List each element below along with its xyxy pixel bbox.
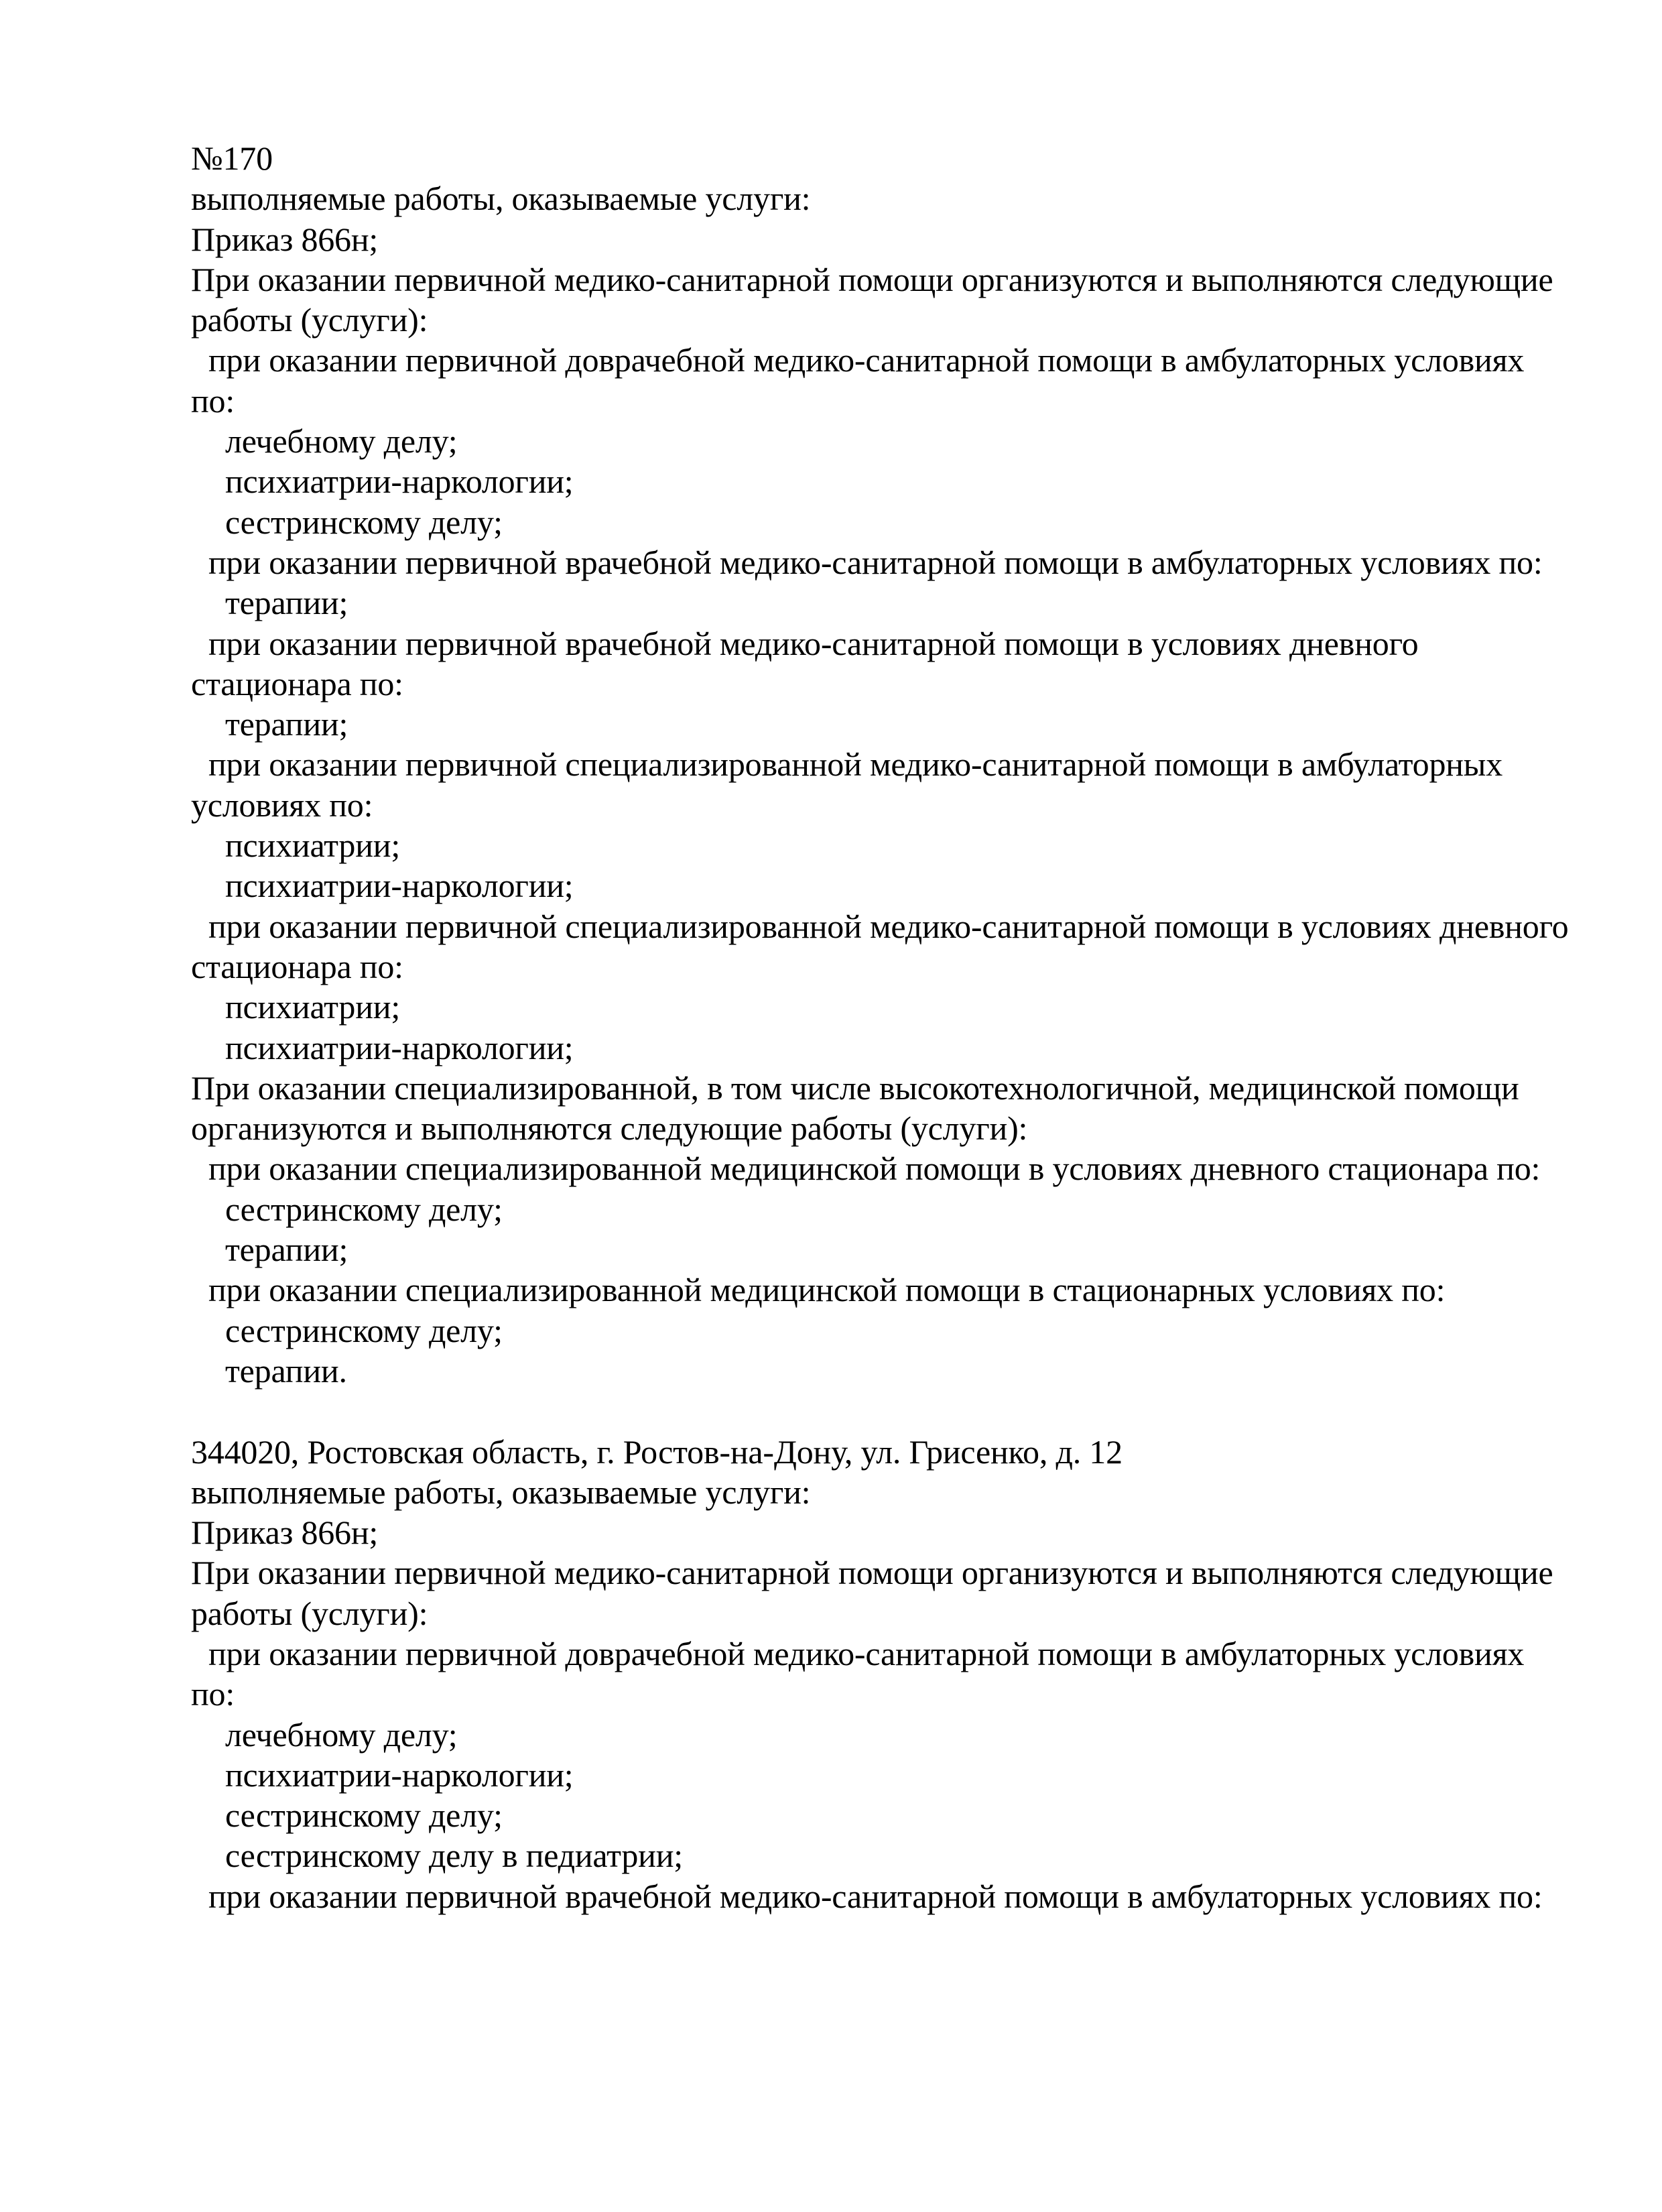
text-line: лечебному делу; [225,422,458,460]
text-line: при оказании первичной врачебной медико-санитарной помощи в амбулаторных условиях по: [208,543,1543,581]
text-line: при оказании первичной специализированной медико-санитарной помощи в амбулаторных [208,745,1503,784]
text-line: Приказ 866н; [191,220,379,258]
text-line: При оказании специализированной, в том числе высокотехнологичной, медицинской помощи [191,1068,1519,1107]
text-line: условиях по: [191,786,373,824]
text-line: сестринскому делу; [225,503,503,541]
text-line: терапии; [225,1231,348,1269]
text-line: 344020, Ростовская область, г. Ростов-на-Дону, ул. Грисенко, д. 12 [191,1432,1123,1471]
text-line: психиатрии-наркологии; [225,1756,574,1794]
text-line: работы (услуги): [191,1594,428,1632]
text-line: при оказании специализированной медицинской помощи в условиях дневного стационара по: [208,1150,1541,1188]
text-line: сестринскому делу; [225,1190,503,1228]
text-line: лечебному делу; [225,1715,458,1754]
text-line: организуются и выполняются следующие работы (услуги): [191,1109,1028,1148]
text-line: психиатрии; [225,988,401,1026]
text-line: сестринскому делу; [225,1796,503,1835]
text-line: сестринскому делу в педиатрии; [225,1837,683,1875]
text-line: по: [191,1675,235,1713]
text-line: стационара по: [191,664,403,702]
text-line: При оказании первичной медико-санитарной помощи организуются и выполняются следующие [191,1554,1553,1592]
text-line: терапии; [225,584,348,622]
text-line: при оказании первичной специализированной медико-санитарной помощи в условиях дневного [208,907,1569,945]
text-line: терапии. [225,1351,347,1390]
text-line: психиатрии-наркологии; [225,463,574,501]
text-line: при оказании первичной врачебной медико-санитарной помощи в условиях дневного [208,624,1419,662]
text-line: работы (услуги): [191,301,428,339]
text-line: сестринскому делу; [225,1311,503,1349]
text-line: психиатрии-наркологии; [225,1028,574,1066]
text-line: по: [191,381,235,420]
text-line: при оказании первичной доврачебной медико-санитарной помощи в амбулаторных условиях [208,341,1525,379]
text-line: стационара по: [191,947,403,985]
text-line: психиатрии; [225,826,401,865]
text-line: При оказании первичной медико-санитарной помощи организуются и выполняются следующие [191,260,1553,298]
text-line: психиатрии-наркологии; [225,867,574,905]
text-line: терапии; [225,705,348,743]
blank-line [191,1391,1568,1431]
text-line: выполняемые работы, оказываемые услуги: [191,180,811,218]
text-line: выполняемые работы, оказываемые услуги: [191,1473,811,1511]
text-line: при оказании специализированной медицинской помощи в стационарных условиях по: [208,1271,1446,1309]
text-line: Приказ 866н; [191,1514,379,1552]
text-line: №170 [191,139,273,177]
text-line: при оказании первичной врачебной медико-санитарной помощи в амбулаторных условиях по: [208,1877,1543,1915]
text-line: при оказании первичной доврачебной медико-санитарной помощи в амбулаторных условиях [208,1634,1525,1672]
document-body [191,138,1568,1916]
